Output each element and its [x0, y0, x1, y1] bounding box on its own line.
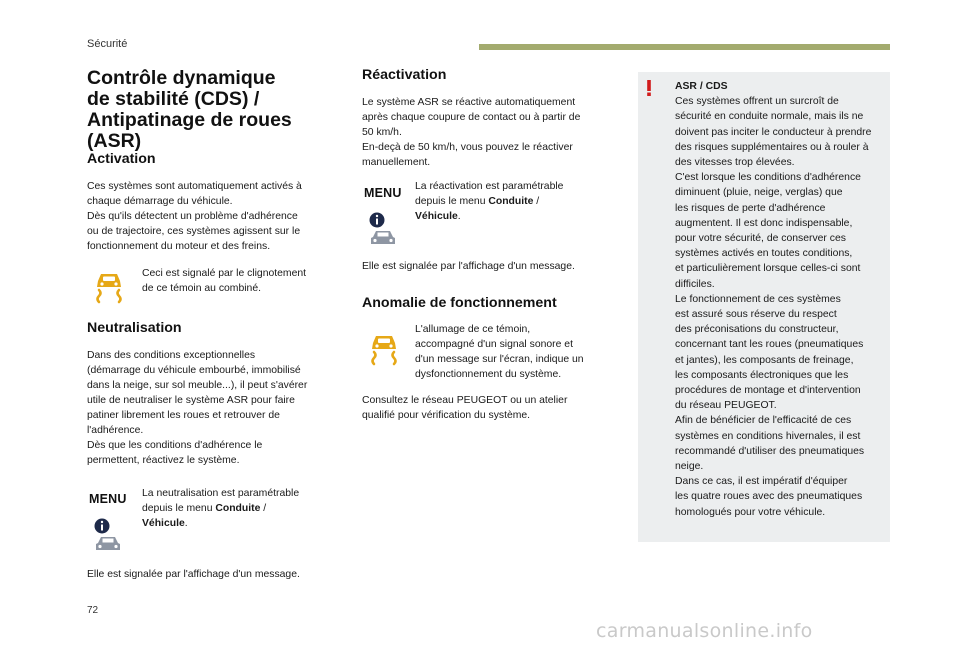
neutralisation-menu-text — [142, 486, 342, 531]
text-line: dysfonctionnement du système. — [415, 369, 562, 380]
title-line: (ASR) — [87, 130, 142, 152]
text-line: patiner librement les roues et retrouver de — [87, 410, 280, 421]
text-line: les risques de perte d'adhérence — [675, 202, 826, 214]
text-line: accompagné d'un signal sonore et — [415, 339, 573, 350]
text-line: sécurité en conduite normale, mais ils ne — [675, 111, 864, 123]
activation-icon-text — [142, 266, 342, 296]
text-line: est assuré sous réserve du respect — [675, 309, 837, 321]
text-fragment: depuis le menu — [415, 196, 489, 207]
reactivation-text — [362, 95, 624, 170]
reactivation-menu-text — [415, 179, 620, 224]
reactivation-heading: Réactivation — [362, 67, 447, 83]
text-line: systèmes activés en toutes conditions, — [675, 248, 853, 260]
activation-heading: Activation — [87, 151, 156, 167]
text-line: difficiles. — [675, 278, 715, 290]
text-line: L'allumage de ce témoin, — [415, 324, 531, 335]
header-rule — [479, 44, 890, 50]
text-line: après chaque coupure de contact ou à partir de — [362, 112, 581, 123]
watermark: carmanualsonline.info — [596, 620, 813, 642]
text-line: Dès qu'ils détectent un problème d'adhérence — [87, 211, 298, 222]
text-line: fonctionnement du moteur et des freins. — [87, 241, 271, 252]
text-line: manuellement. — [362, 157, 431, 168]
text-line: homologués pour votre véhicule. — [675, 506, 826, 518]
text-line: des vitesses trop élevées. — [675, 157, 795, 169]
text-line: des risques supplémentaires ou à rouler à — [675, 141, 869, 153]
text-line: 50 km/h. — [362, 127, 402, 138]
menu-path-vehicule: Véhicule — [142, 518, 185, 529]
text-line: diminuent (pluie, neige, verglas) que — [675, 187, 843, 199]
text-line: chaque démarrage du véhicule. — [87, 196, 233, 207]
text-line: La neutralisation est paramétrable — [142, 488, 300, 499]
neutralisation-after: Elle est signalée par l'affichage d'un message. — [87, 569, 300, 580]
activation-text — [87, 179, 347, 254]
text-line: qualifié pour vérification du système. — [362, 410, 531, 421]
text-line: Dans ce cas, il est impératif d'équiper — [675, 476, 848, 488]
text-line: de ce témoin au combiné. — [142, 283, 261, 294]
text-line: les composants électroniques que les — [675, 369, 849, 381]
page-title — [87, 68, 347, 152]
menu-path-conduite: Conduite — [488, 196, 534, 207]
text-line: En-deçà de 50 km/h, vous pouvez le réactiver — [362, 142, 573, 153]
traction-warning-icon — [94, 271, 124, 305]
text-line: et particulièrement lorsque celles-ci sont — [675, 263, 861, 275]
title-line: Antipatinage de roues — [87, 109, 292, 131]
reactivation-after: Elle est signalée par l'affichage d'un message. — [362, 261, 575, 272]
page-number: 72 — [87, 605, 99, 616]
text-line: systèmes en conditions hivernales, il est — [675, 430, 861, 442]
text-fragment: . — [184, 518, 188, 529]
anomalie-heading: Anomalie de fonctionnement — [362, 295, 557, 311]
text-line: Le système ASR se réactive automatiquement — [362, 97, 576, 108]
text-fragment: depuis le menu — [142, 503, 216, 514]
text-line: procédures de montage et d'intervention — [675, 385, 861, 397]
text-line: recommandé d'utiliser des pneumatiques — [675, 445, 865, 457]
text-line: d'un message sur l'écran, indique un — [415, 354, 584, 365]
text-fragment: . — [457, 211, 461, 222]
text-line: Le fonctionnement de ces systèmes — [675, 293, 841, 305]
text-line: Afin de bénéficier de l'efficacité de ces — [675, 415, 852, 427]
neutralisation-text — [87, 348, 349, 468]
text-line: concernant tant les roues (pneumatiques — [675, 339, 864, 351]
note-title: ASR / CDS — [675, 81, 728, 92]
text-fragment: / — [533, 196, 540, 207]
title-line: Contrôle dynamique — [87, 67, 276, 89]
text-line: C'est lorsque les conditions d'adhérence — [675, 172, 861, 184]
text-line: des préconisations du constructeur, — [675, 324, 839, 336]
text-line: Consultez le réseau PEUGEOT ou un atelier — [362, 395, 568, 406]
text-line: Ceci est signalé par le clignotement — [142, 268, 307, 279]
text-line: (démarrage du véhicule embourbé, immobilisé — [87, 365, 301, 376]
traction-warning-icon — [369, 333, 399, 367]
text-line: l'adhérence. — [87, 425, 144, 436]
text-fragment: / — [260, 503, 267, 514]
text-line — [142, 516, 342, 531]
text-line: et jantes), les composants de freinage, — [675, 354, 854, 366]
text-line — [415, 194, 620, 209]
section-label: Sécurité — [87, 38, 128, 50]
text-line: permettent, réactivez le système. — [87, 455, 240, 466]
anomalie-icon-text — [415, 322, 625, 382]
text-line: dans la neige, sur sol meuble...), il peut s'avérer — [87, 380, 308, 391]
text-line: utile de neutraliser le système ASR pour faire — [87, 395, 295, 406]
anomalie-text — [362, 393, 624, 423]
text-line: Ces systèmes sont automatiquement activés à — [87, 181, 302, 192]
text-line: doivent pas inciter le conducteur à prendre — [675, 126, 872, 138]
title-line: de stabilité (CDS) / — [87, 88, 260, 110]
menu-icon: MENU — [364, 186, 402, 200]
menu-path-vehicule: Véhicule — [415, 211, 458, 222]
text-line — [142, 501, 342, 516]
menu-path-conduite: Conduite — [215, 503, 261, 514]
text-line: les quatre roues avec des pneumatiques — [675, 491, 863, 503]
text-line: Ces systèmes offrent un surcroît de — [675, 96, 839, 108]
info-car-icon — [93, 517, 125, 553]
exclamation-icon — [646, 80, 652, 96]
text-line: ou de trajectoire, ces systèmes agissent sur le — [87, 226, 301, 237]
neutralisation-heading: Neutralisation — [87, 320, 182, 336]
text-line: du réseau PEUGEOT. — [675, 400, 777, 412]
text-line: La réactivation est paramétrable — [415, 181, 564, 192]
text-line: pour votre sécurité, de conserver ces — [675, 233, 846, 245]
menu-icon: MENU — [89, 492, 127, 506]
text-line: neige. — [675, 461, 704, 473]
text-line: augmentent. Il est donc indispensable, — [675, 217, 853, 229]
text-line — [415, 209, 620, 224]
text-line: Dans des conditions exceptionnelles — [87, 350, 256, 361]
note-text — [675, 79, 888, 520]
info-car-icon — [368, 211, 400, 247]
text-line: Dès que les conditions d'adhérence le — [87, 440, 263, 451]
